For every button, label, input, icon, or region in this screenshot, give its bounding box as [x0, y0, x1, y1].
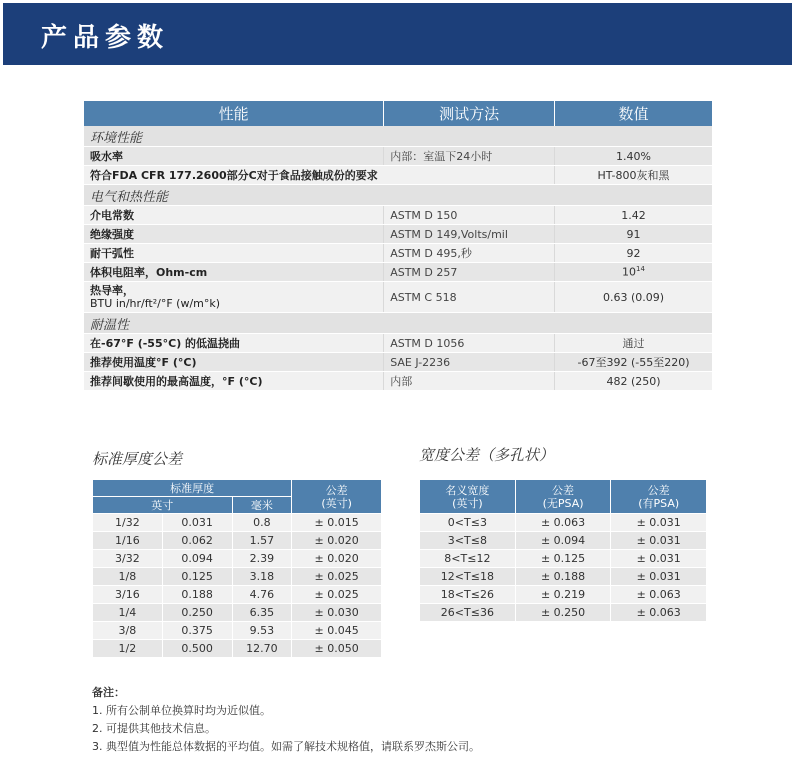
- table-row: [93, 568, 382, 586]
- property-value: -67至392 (-55至220): [555, 353, 712, 372]
- table-row: [84, 372, 712, 391]
- test-method: ASTM D 1056: [384, 334, 555, 353]
- width-table: [419, 479, 707, 622]
- table-cell: ± 0.031: [611, 568, 707, 586]
- table-cell: ± 0.031: [611, 514, 707, 532]
- table-row: [420, 604, 707, 622]
- table-cell: 1/2: [93, 640, 163, 658]
- table-cell: 0.062: [162, 532, 232, 550]
- table-cell: ± 0.250: [515, 604, 611, 622]
- thickness-group-header: 标准厚度: [93, 480, 292, 497]
- note-item: 3. 典型值为性能总体数据的平均值。如需了解技术规格值，请联系罗杰斯公司。: [92, 740, 480, 753]
- value-exponent: 14: [636, 265, 645, 274]
- table-cell: 3/16: [93, 586, 163, 604]
- table-cell: ± 0.219: [515, 586, 611, 604]
- test-method: SAE J-2236: [384, 353, 555, 372]
- table-row: [420, 568, 707, 586]
- table-cell: 1/32: [93, 514, 163, 532]
- value-base: 10: [622, 265, 637, 279]
- table-cell: 3.18: [232, 568, 292, 586]
- property-name: 推荐间歇使用的最高温度，°F (°C): [84, 372, 384, 391]
- table-cell: 0.250: [162, 604, 232, 622]
- property-value: 1.40%: [555, 147, 712, 166]
- table-cell: 0.188: [162, 586, 232, 604]
- table-cell: 2.39: [232, 550, 292, 568]
- table-cell: ± 0.031: [611, 550, 707, 568]
- table-cell: 9.53: [232, 622, 292, 640]
- table-cell: 12.70: [232, 640, 292, 658]
- property-name: 介电常数: [84, 206, 384, 225]
- table-row: [84, 244, 712, 263]
- table-cell: ± 0.030: [292, 604, 382, 622]
- table-cell: 0.8: [232, 514, 292, 532]
- thickness-mm-header: 毫米: [232, 497, 292, 514]
- table-cell: 1/4: [93, 604, 163, 622]
- table-cell: ± 0.188: [515, 568, 611, 586]
- table-cell: ± 0.125: [515, 550, 611, 568]
- table-row: [93, 640, 382, 658]
- width-tol-psa-header: 公差 (有PSA): [611, 480, 707, 514]
- section-title: 耐温性: [84, 313, 712, 334]
- table-cell: ± 0.020: [292, 550, 382, 568]
- table-cell: 0.125: [162, 568, 232, 586]
- header-property: 性能: [84, 101, 384, 126]
- table-cell: 18<T≤26: [420, 586, 516, 604]
- properties-header-row: [84, 101, 712, 126]
- table-cell: ± 0.094: [515, 532, 611, 550]
- table-cell: ± 0.025: [292, 586, 382, 604]
- width-nominal-header: 名义宽度 (英寸): [420, 480, 516, 514]
- table-row: [84, 282, 712, 313]
- table-row: [84, 166, 712, 185]
- property-value: 92: [555, 244, 712, 263]
- thickness-inch-header: 英寸: [93, 497, 233, 514]
- properties-table: [84, 101, 712, 391]
- table-row: [93, 550, 382, 568]
- property-name-line2: BTU in/hr/ft²/°F (w/m°k): [90, 297, 221, 310]
- table-cell: ± 0.031: [611, 532, 707, 550]
- table-cell: ± 0.063: [611, 604, 707, 622]
- table-cell: ± 0.050: [292, 640, 382, 658]
- test-method: ASTM C 518: [384, 282, 555, 313]
- property-value: [555, 263, 712, 282]
- property-value: 91: [555, 225, 712, 244]
- table-row: [84, 263, 712, 282]
- table-cell: 0.094: [162, 550, 232, 568]
- notes: [92, 684, 480, 756]
- section-row: [84, 313, 712, 334]
- table-row: [84, 225, 712, 244]
- table-cell: 12<T≤18: [420, 568, 516, 586]
- table-row: [420, 586, 707, 604]
- section-row: [84, 185, 712, 206]
- table-cell: 1/8: [93, 568, 163, 586]
- width-heading: 宽度公差（多孔状）: [419, 446, 555, 464]
- note-item: 2. 可提供其他技术信息。: [92, 722, 216, 735]
- property-value: HT-800灰和黑: [555, 166, 712, 185]
- table-cell: 4.76: [232, 586, 292, 604]
- thickness-heading: 标准厚度公差: [92, 450, 183, 468]
- property-value: 482 (250): [555, 372, 712, 391]
- table-row: [93, 604, 382, 622]
- notes-title: 备注：: [92, 686, 125, 699]
- section-title: 电气和热性能: [84, 185, 712, 206]
- property-value: 1.42: [555, 206, 712, 225]
- table-row: [84, 334, 712, 353]
- header-value: 数值: [555, 101, 712, 126]
- thickness-tol-header: 公差 (英寸): [292, 480, 382, 514]
- property-name: 耐干弧性: [84, 244, 384, 263]
- property-value: 0.63 (0.09): [555, 282, 712, 313]
- table-cell: 0<T≤3: [420, 514, 516, 532]
- table-row: [84, 206, 712, 225]
- table-cell: 3/8: [93, 622, 163, 640]
- table-row: [84, 147, 712, 166]
- table-cell: 0.031: [162, 514, 232, 532]
- page-title: 产品参数: [41, 23, 170, 53]
- header-banner: [3, 3, 792, 65]
- table-cell: 3/32: [93, 550, 163, 568]
- table-cell: ± 0.063: [515, 514, 611, 532]
- table-cell: ± 0.063: [611, 586, 707, 604]
- property-name: 推荐使用温度°F (°C): [84, 353, 384, 372]
- table-row: [93, 532, 382, 550]
- test-method: ASTM D 257: [384, 263, 555, 282]
- table-cell: 1/16: [93, 532, 163, 550]
- test-method: ASTM D 149,Volts/mil: [384, 225, 555, 244]
- property-name: 符合FDA CFR 177.2600部分C对于食品接触成份的要求: [84, 166, 384, 185]
- table-cell: 0.375: [162, 622, 232, 640]
- section-title: 环境性能: [84, 126, 712, 147]
- table-cell: ± 0.045: [292, 622, 382, 640]
- header-test-method: 测试方法: [384, 101, 555, 126]
- table-row: [93, 622, 382, 640]
- table-cell: 26<T≤36: [420, 604, 516, 622]
- table-row: [420, 514, 707, 532]
- property-name-line1: 热导率，: [90, 284, 134, 297]
- property-name: 在-67°F (-55°C) 的低温挠曲: [84, 334, 384, 353]
- test-method: 内部: [384, 372, 555, 391]
- table-cell: 0.500: [162, 640, 232, 658]
- test-method: ASTM D 150: [384, 206, 555, 225]
- section-row: [84, 126, 712, 147]
- property-name: 吸水率: [84, 147, 384, 166]
- table-cell: 3<T≤8: [420, 532, 516, 550]
- table-cell: ± 0.020: [292, 532, 382, 550]
- width-body: [420, 514, 707, 622]
- table-cell: 6.35: [232, 604, 292, 622]
- table-row: [93, 586, 382, 604]
- table-row: [84, 353, 712, 372]
- table-row: [420, 550, 707, 568]
- property-value: 通过: [555, 334, 712, 353]
- test-method: [384, 166, 555, 185]
- test-method: ASTM D 495,秒: [384, 244, 555, 263]
- thickness-body: [93, 514, 382, 658]
- property-name: [84, 282, 384, 313]
- table-row: [420, 532, 707, 550]
- property-name: 体积电阻率，Ohm-cm: [84, 263, 384, 282]
- test-method: 内部：室温下24小时: [384, 147, 555, 166]
- note-item: 1. 所有公制单位换算时均为近似值。: [92, 704, 271, 717]
- width-tol-nopsa-header: 公差 (无PSA): [515, 480, 611, 514]
- table-cell: 8<T≤12: [420, 550, 516, 568]
- table-row: [93, 514, 382, 532]
- table-cell: 1.57: [232, 532, 292, 550]
- table-cell: ± 0.025: [292, 568, 382, 586]
- thickness-table: [92, 479, 382, 658]
- table-cell: ± 0.015: [292, 514, 382, 532]
- property-name: 绝缘强度: [84, 225, 384, 244]
